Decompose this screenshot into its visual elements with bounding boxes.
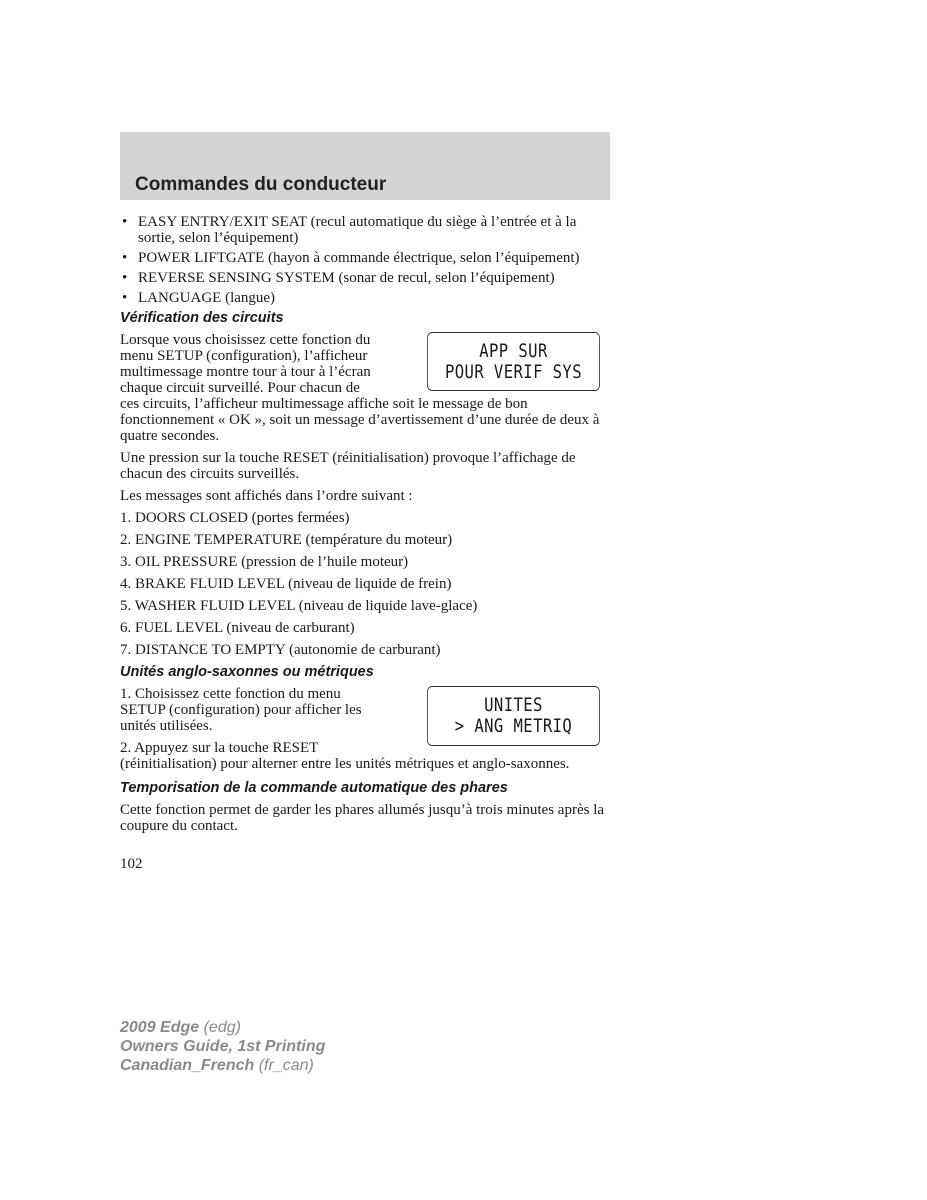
- paragraph-reset: Une pression sur la touche RESET (réinitialisation) provoque l’affichage de chacun des circuits surveillés.: [120, 450, 576, 482]
- page-content: [120, 214, 610, 872]
- header-band: [120, 132, 610, 200]
- list-item: 4. BRAKE FLUID LEVEL (niveau de liquide de frein): [120, 576, 452, 592]
- list-item: 1. DOORS CLOSED (portes fermées): [120, 510, 350, 526]
- bullet-item-language: • LANGUAGE (langue): [120, 290, 610, 306]
- ordered-message-list: [120, 510, 610, 658]
- list-item: 7. DISTANCE TO EMPTY (autonomie de carburant): [120, 642, 441, 658]
- paragraph-headlamps: Cette fonction permet de garder les phares allumés jusqu’à trois minutes après la coupure du contact.: [120, 802, 605, 834]
- list-item: 5. WASHER FLUID LEVEL (niveau de liquide lave-glace): [120, 598, 478, 614]
- paragraph-units-step-1: 1. Choisissez cette fonction du menu SETUP (configuration) pour afficher les unités utilisées.: [120, 686, 362, 734]
- display-line-1: APP SUR: [479, 339, 548, 362]
- document-footer: [120, 1018, 325, 1075]
- bullet-list: [120, 214, 610, 306]
- footer-line-3: Canadian_French (fr_can): [120, 1057, 314, 1074]
- section-heading-units: Unités anglo-saxonnes ou métriques: [120, 664, 374, 680]
- bullet-item-reverse-sensing: • REVERSE SENSING SYSTEM (sonar de recul, selon l’équipement): [120, 270, 610, 286]
- message-display-units: [427, 686, 600, 746]
- list-item: 2. ENGINE TEMPERATURE (température du moteur): [120, 532, 453, 548]
- bullet-item-easy-entry: • EASY ENTRY/EXIT SEAT (recul automatique du siège à l’entrée et à la sortie, selon l’équipement): [120, 214, 610, 246]
- page-number: 102: [120, 856, 143, 872]
- section-heading-circuits: Vérification des circuits: [120, 310, 284, 326]
- footer-line-2: Owners Guide, 1st Printing: [120, 1038, 326, 1055]
- footer-line-1: 2009 Edge (edg): [120, 1019, 241, 1036]
- list-item: 6. FUEL LEVEL (niveau de carburant): [120, 620, 355, 636]
- display-line-2: POUR VERIF SYS: [444, 360, 583, 383]
- bullet-item-power-liftgate: • POWER LIFTGATE (hayon à commande électrique, selon l’équipement): [120, 250, 610, 266]
- list-item: 3. OIL PRESSURE (pression de l’huile moteur): [120, 554, 409, 570]
- display-line-2: > ANG METRIQ: [454, 715, 573, 737]
- display-line-1: UNITES: [484, 694, 543, 716]
- page-title: Commandes du conducteur: [135, 174, 387, 195]
- section-heading-headlamps: Temporisation de la commande automatique des phares: [120, 780, 508, 796]
- paragraph-order: Les messages sont affichés dans l’ordre suivant :: [120, 488, 413, 504]
- message-display-system-check: [427, 332, 600, 391]
- paragraph-units-step-2: 2. Appuyez sur la touche RESET (réinitialisation) pour alterner entre les unités métriques et anglo-saxonnes.: [120, 740, 570, 772]
- paragraph-circuits-intro: Lorsque vous choisissez cette fonction du menu SETUP (configuration), l’afficheur multimessage montre tour à tour à l’écran chaque circuit surveillé. Pour chacun de ces circuits, l’afficheur multimessage affiche soit le message de bon fonctionnement « OK », soit un message d’avertissement d’une durée de deux à quatre secondes.: [120, 332, 600, 444]
